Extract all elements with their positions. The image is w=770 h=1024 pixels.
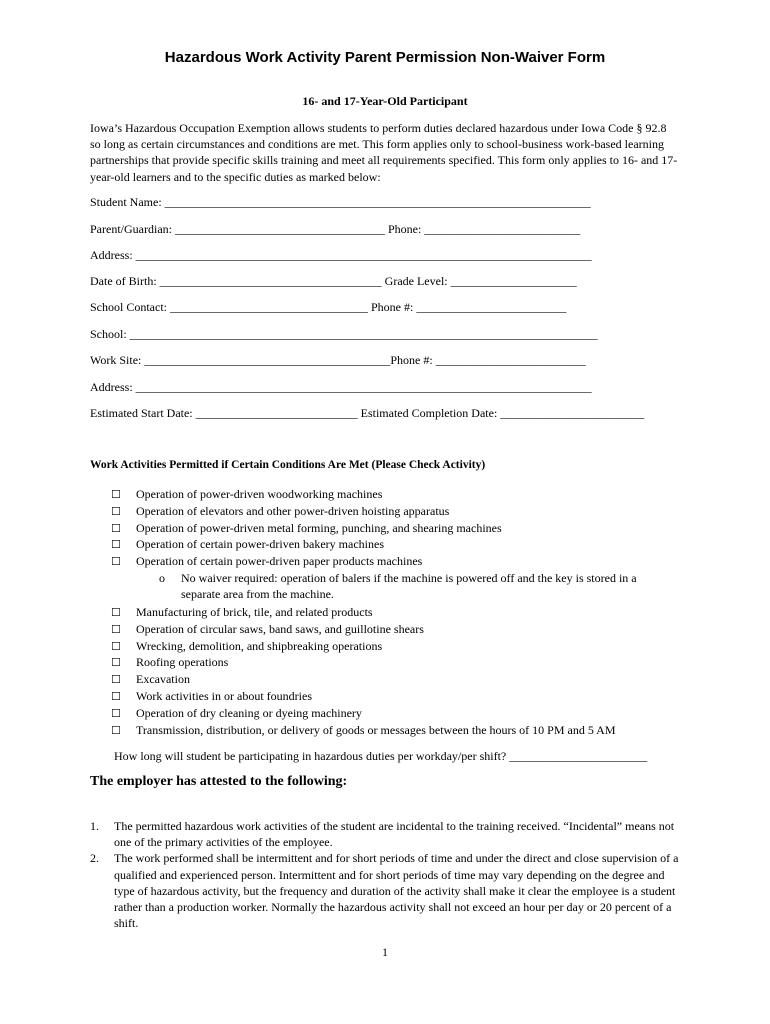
activity-item[interactable] (111, 536, 639, 553)
activity-label: Work activities in or about foundries (136, 688, 312, 703)
checkbox[interactable]: ☐ (111, 707, 121, 720)
activity-item[interactable] (111, 654, 639, 671)
list-item (90, 850, 680, 931)
checkbox[interactable]: ☐ (111, 623, 121, 636)
checkbox[interactable]: ☐ (111, 522, 121, 535)
activity-label: Excavation (136, 672, 190, 687)
activity-label: Operation of circular saws, band saws, and guillotine shears (136, 621, 424, 636)
activity-item[interactable] (111, 638, 639, 655)
attest-heading: The employer has attested to the following: (90, 774, 348, 789)
page-number: 1 (382, 945, 388, 959)
activity-label: Operation of elevators and other power-driven hoisting apparatus (136, 503, 450, 518)
checkbox[interactable]: ☐ (111, 606, 121, 619)
activity-label: Wrecking, demolition, and shipbreaking operations (136, 638, 383, 653)
activity-item[interactable] (111, 705, 639, 722)
baler-note-text: No waiver required: operation of balers if the machine is powered off and the key is stored in a separate area from the machine. (181, 570, 637, 601)
checkbox[interactable]: ☐ (111, 674, 121, 687)
activity-item[interactable] (111, 604, 639, 621)
checkbox[interactable]: ☐ (111, 539, 121, 552)
attestation-list (90, 818, 680, 931)
activity-label: Operation of power-driven woodworking machines (136, 487, 383, 501)
activity-label: Roofing operations (136, 655, 229, 670)
activities-checklist (111, 486, 639, 738)
activity-label: Manufacturing of brick, tile, and related products (136, 604, 373, 619)
school-field[interactable]: School: ______________________________________________________________________________ (90, 327, 598, 341)
activity-item[interactable] (111, 688, 639, 705)
checkbox[interactable]: ☐ (111, 657, 121, 670)
form-subtitle: 16- and 17-Year-Old Participant (302, 94, 468, 108)
list-item (90, 818, 680, 850)
work-site-address-field[interactable]: Address: ____________________________________________________________________________ (90, 380, 592, 394)
address-field[interactable]: Address: ____________________________________________________________________________ (90, 248, 592, 262)
activity-item[interactable] (111, 503, 639, 520)
item-text: The work performed shall be intermittent and for short periods of time and under the direct and close supervision of a qualified and experienced person. Intermittent and for short periods of time may vary depending on the degree and type of hazardous activity, but the frequency and duration of the activity shall make it clear the employee is a student rather than a production worker. Normally the hazardous activity shall not exceed an hour per day or 20 percent of a shift. (114, 851, 679, 931)
work-site-field[interactable]: Work Site: _________________________________________Phone #: _________________________ (90, 353, 586, 367)
date-of-birth-field[interactable]: Date of Birth: _____________________________________ Grade Level: _____________________ (90, 274, 577, 288)
checkbox[interactable]: ☐ (111, 640, 121, 653)
item-number: 2. (90, 851, 99, 866)
student-name-field[interactable]: Student Name: _______________________________________________________________________ (90, 195, 591, 209)
estimated-dates-field[interactable]: Estimated Start Date: ___________________________ Estimated Completion Date: ________________________ (90, 406, 645, 420)
activity-item[interactable] (111, 486, 639, 503)
activity-item[interactable] (111, 621, 639, 638)
checkbox[interactable]: ☐ (111, 505, 121, 518)
activity-item[interactable] (111, 553, 639, 570)
activities-heading: Work Activities Permitted if Certain Conditions Are Met (Please Check Activity) (90, 459, 486, 471)
checkbox[interactable]: ☐ (111, 690, 121, 703)
activity-label: Operation of dry cleaning or dyeing machinery (136, 705, 362, 720)
activity-item[interactable] (111, 520, 639, 537)
item-number: 1. (90, 819, 99, 833)
activity-label: Operation of certain power-driven paper products machines (136, 554, 423, 569)
duration-question[interactable]: How long will student be participating in hazardous duties per workday/per shift? _______________________ (114, 749, 648, 763)
form-title: Hazardous Work Activity Parent Permission Non-Waiver Form (164, 49, 606, 66)
checkbox[interactable]: ☐ (111, 724, 121, 737)
activity-label: Operation of certain power-driven bakery machines (136, 537, 384, 552)
activity-item[interactable] (111, 671, 639, 688)
baler-note (159, 570, 639, 602)
checkbox[interactable]: ☐ (111, 556, 121, 569)
intro-paragraph: Iowa’s Hazardous Occupation Exemption allows students to perform duties declared hazardous under Iowa Code § 92.8 so long as certain circumstances and conditions are met. This form applies only to school-business work-based learning partnerships that provide specific skills training and meet all requirements specified. This form only applies to 16- and 17-year-old learners and to the specific duties as marked below: (90, 121, 678, 184)
sub-bullet-icon: o (159, 570, 165, 585)
activity-item[interactable] (111, 722, 639, 739)
parent-guardian-field[interactable]: Parent/Guardian: ___________________________________ Phone: __________________________ (90, 222, 581, 236)
item-text: The permitted hazardous work activities of the student are incidental to the training received. “Incidental” means not one of the primary activities of the employee. (114, 819, 675, 850)
activity-label: Operation of power-driven metal forming, punching, and shearing machines (136, 520, 502, 535)
school-contact-field[interactable]: School Contact: _________________________________ Phone #: _________________________ (90, 300, 567, 314)
activity-label: Transmission, distribution, or delivery of goods or messages between the hours of 10 PM and 5 AM (136, 722, 616, 737)
checkbox[interactable]: ☐ (111, 489, 121, 501)
